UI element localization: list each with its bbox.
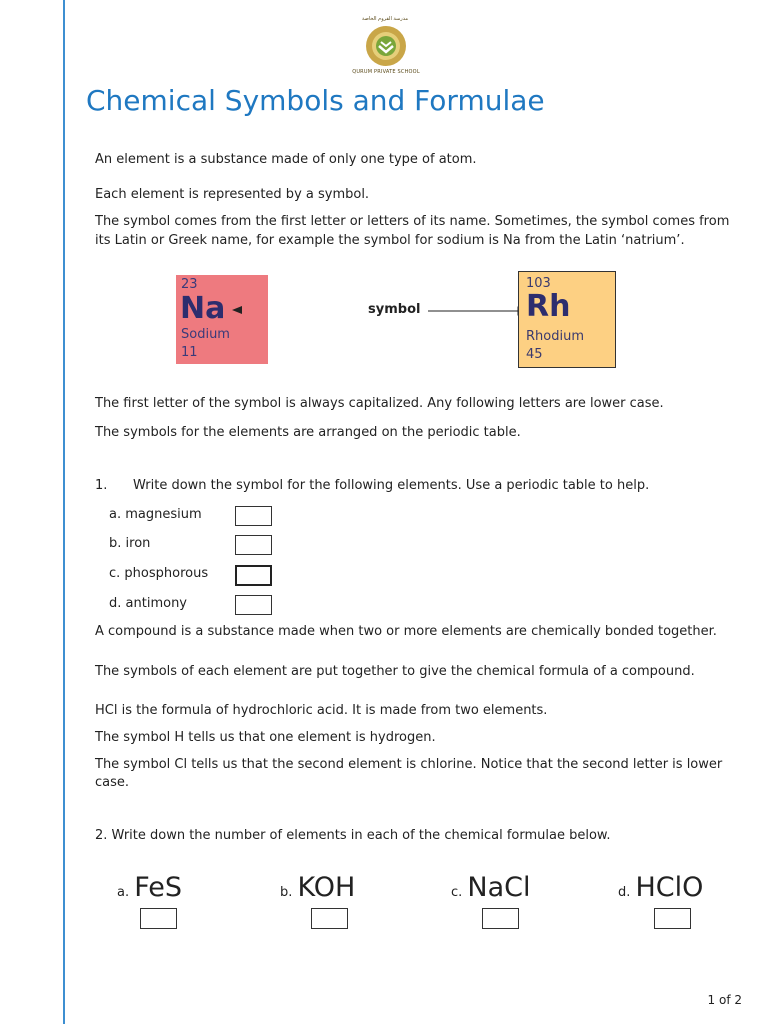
formula-letter: b. (280, 885, 293, 900)
answer-box-phosphorous[interactable] (235, 565, 272, 586)
symbol-origin-line-1: The symbol comes from the first letter or letters of its name. Sometimes, the symbol comes from (95, 214, 730, 229)
answer-box-magnesium[interactable] (235, 506, 272, 526)
question-1-item (109, 507, 202, 522)
answer-box-iron[interactable] (235, 535, 272, 555)
answer-box-antimony[interactable] (235, 595, 272, 615)
periodic-table-text: The symbols for the elements are arranged on the periodic table. (95, 425, 521, 440)
question-2 (95, 826, 610, 845)
hcl-text: HCl is the formula of hydrochloric acid. It is made from two elements. (95, 703, 548, 718)
rhodium-tile (518, 271, 616, 368)
symbol-h-text: The symbol H tells us that one element is hydrogen. (95, 730, 436, 745)
page-number: 1 of 2 (707, 993, 742, 1007)
sodium-mass: 11 (181, 345, 198, 360)
formula-text: FeS (134, 872, 183, 903)
formula-letter: a. (117, 885, 130, 900)
page-margin-line (63, 0, 65, 1024)
compound-formula-text: The symbols of each element are put together to give the chemical formula of a compound. (95, 664, 695, 679)
question-2-number: 2. (95, 828, 108, 843)
rhodium-mass: 45 (526, 347, 543, 362)
sodium-number: 23 (181, 277, 198, 292)
capitalization-rule: The first letter of the symbol is always capitalized. Any following letters are lower case. (95, 396, 664, 411)
sodium-name: Sodium (181, 327, 230, 342)
question-1-number: 1. (95, 478, 108, 493)
question-2-text: Write down the number of elements in each of the chemical formulae below. (111, 828, 611, 843)
item-label: phosphorous (124, 566, 209, 581)
rhodium-symbol: Rh (526, 289, 571, 324)
answer-box-koh[interactable] (311, 908, 348, 929)
question-1-text: Write down the symbol for the following elements. Use a periodic table to help. (133, 478, 650, 493)
formula-letter: d. (618, 885, 631, 900)
question-1-item (109, 566, 208, 581)
item-label: magnesium (125, 507, 202, 522)
symbol-cl-line-1: The symbol Cl tells us that the second element is chlorine. Notice that the second letter is lower (95, 757, 723, 772)
compound-definition: A compound is a substance made when two or more elements are chemically bonded together. (95, 624, 717, 639)
item-letter: a. (109, 507, 122, 522)
sodium-pointer-icon (232, 305, 244, 315)
sodium-tile (176, 275, 268, 364)
item-label: iron (125, 536, 151, 551)
symbol-arrow-icon (428, 305, 528, 317)
item-letter: b. (109, 536, 122, 551)
symbol-origin-line-2: its Latin or Greek name, for example the symbol for sodium is Na from the Latin ‘natrium’. (95, 233, 685, 248)
rhodium-number: 103 (526, 276, 551, 291)
item-letter: d. (109, 596, 122, 611)
symbol-pointer-label: symbol (368, 302, 421, 317)
symbol-cl-line-2: case. (95, 775, 130, 790)
formula-fes (117, 872, 182, 903)
formula-text: HClO (635, 872, 704, 903)
page-title: Chemical Symbols and Formulae (86, 84, 545, 117)
answer-box-hclo[interactable] (654, 908, 691, 929)
formula-letter: c. (451, 885, 463, 900)
formula-hclo (618, 872, 703, 903)
item-letter: c. (109, 566, 121, 581)
logo-school-name: QURUM PRIVATE SCHOOL (352, 69, 420, 75)
element-symbol-text: Each element is represented by a symbol. (95, 187, 370, 202)
formula-text: KOH (297, 872, 356, 903)
answer-box-fes[interactable] (140, 908, 177, 929)
answer-box-nacl[interactable] (482, 908, 519, 929)
sodium-symbol: Na (180, 291, 226, 326)
formula-nacl (451, 872, 530, 903)
formula-text: NaCl (467, 872, 531, 903)
item-label: antimony (125, 596, 187, 611)
formula-koh (280, 872, 355, 903)
question-1-item (109, 596, 187, 611)
logo-arabic-text: مدرسة القروم الخاصة (361, 16, 409, 22)
rhodium-name: Rhodium (526, 329, 584, 344)
element-definition: An element is a substance made of only one type of atom. (95, 152, 477, 167)
question-1-item (109, 536, 150, 551)
